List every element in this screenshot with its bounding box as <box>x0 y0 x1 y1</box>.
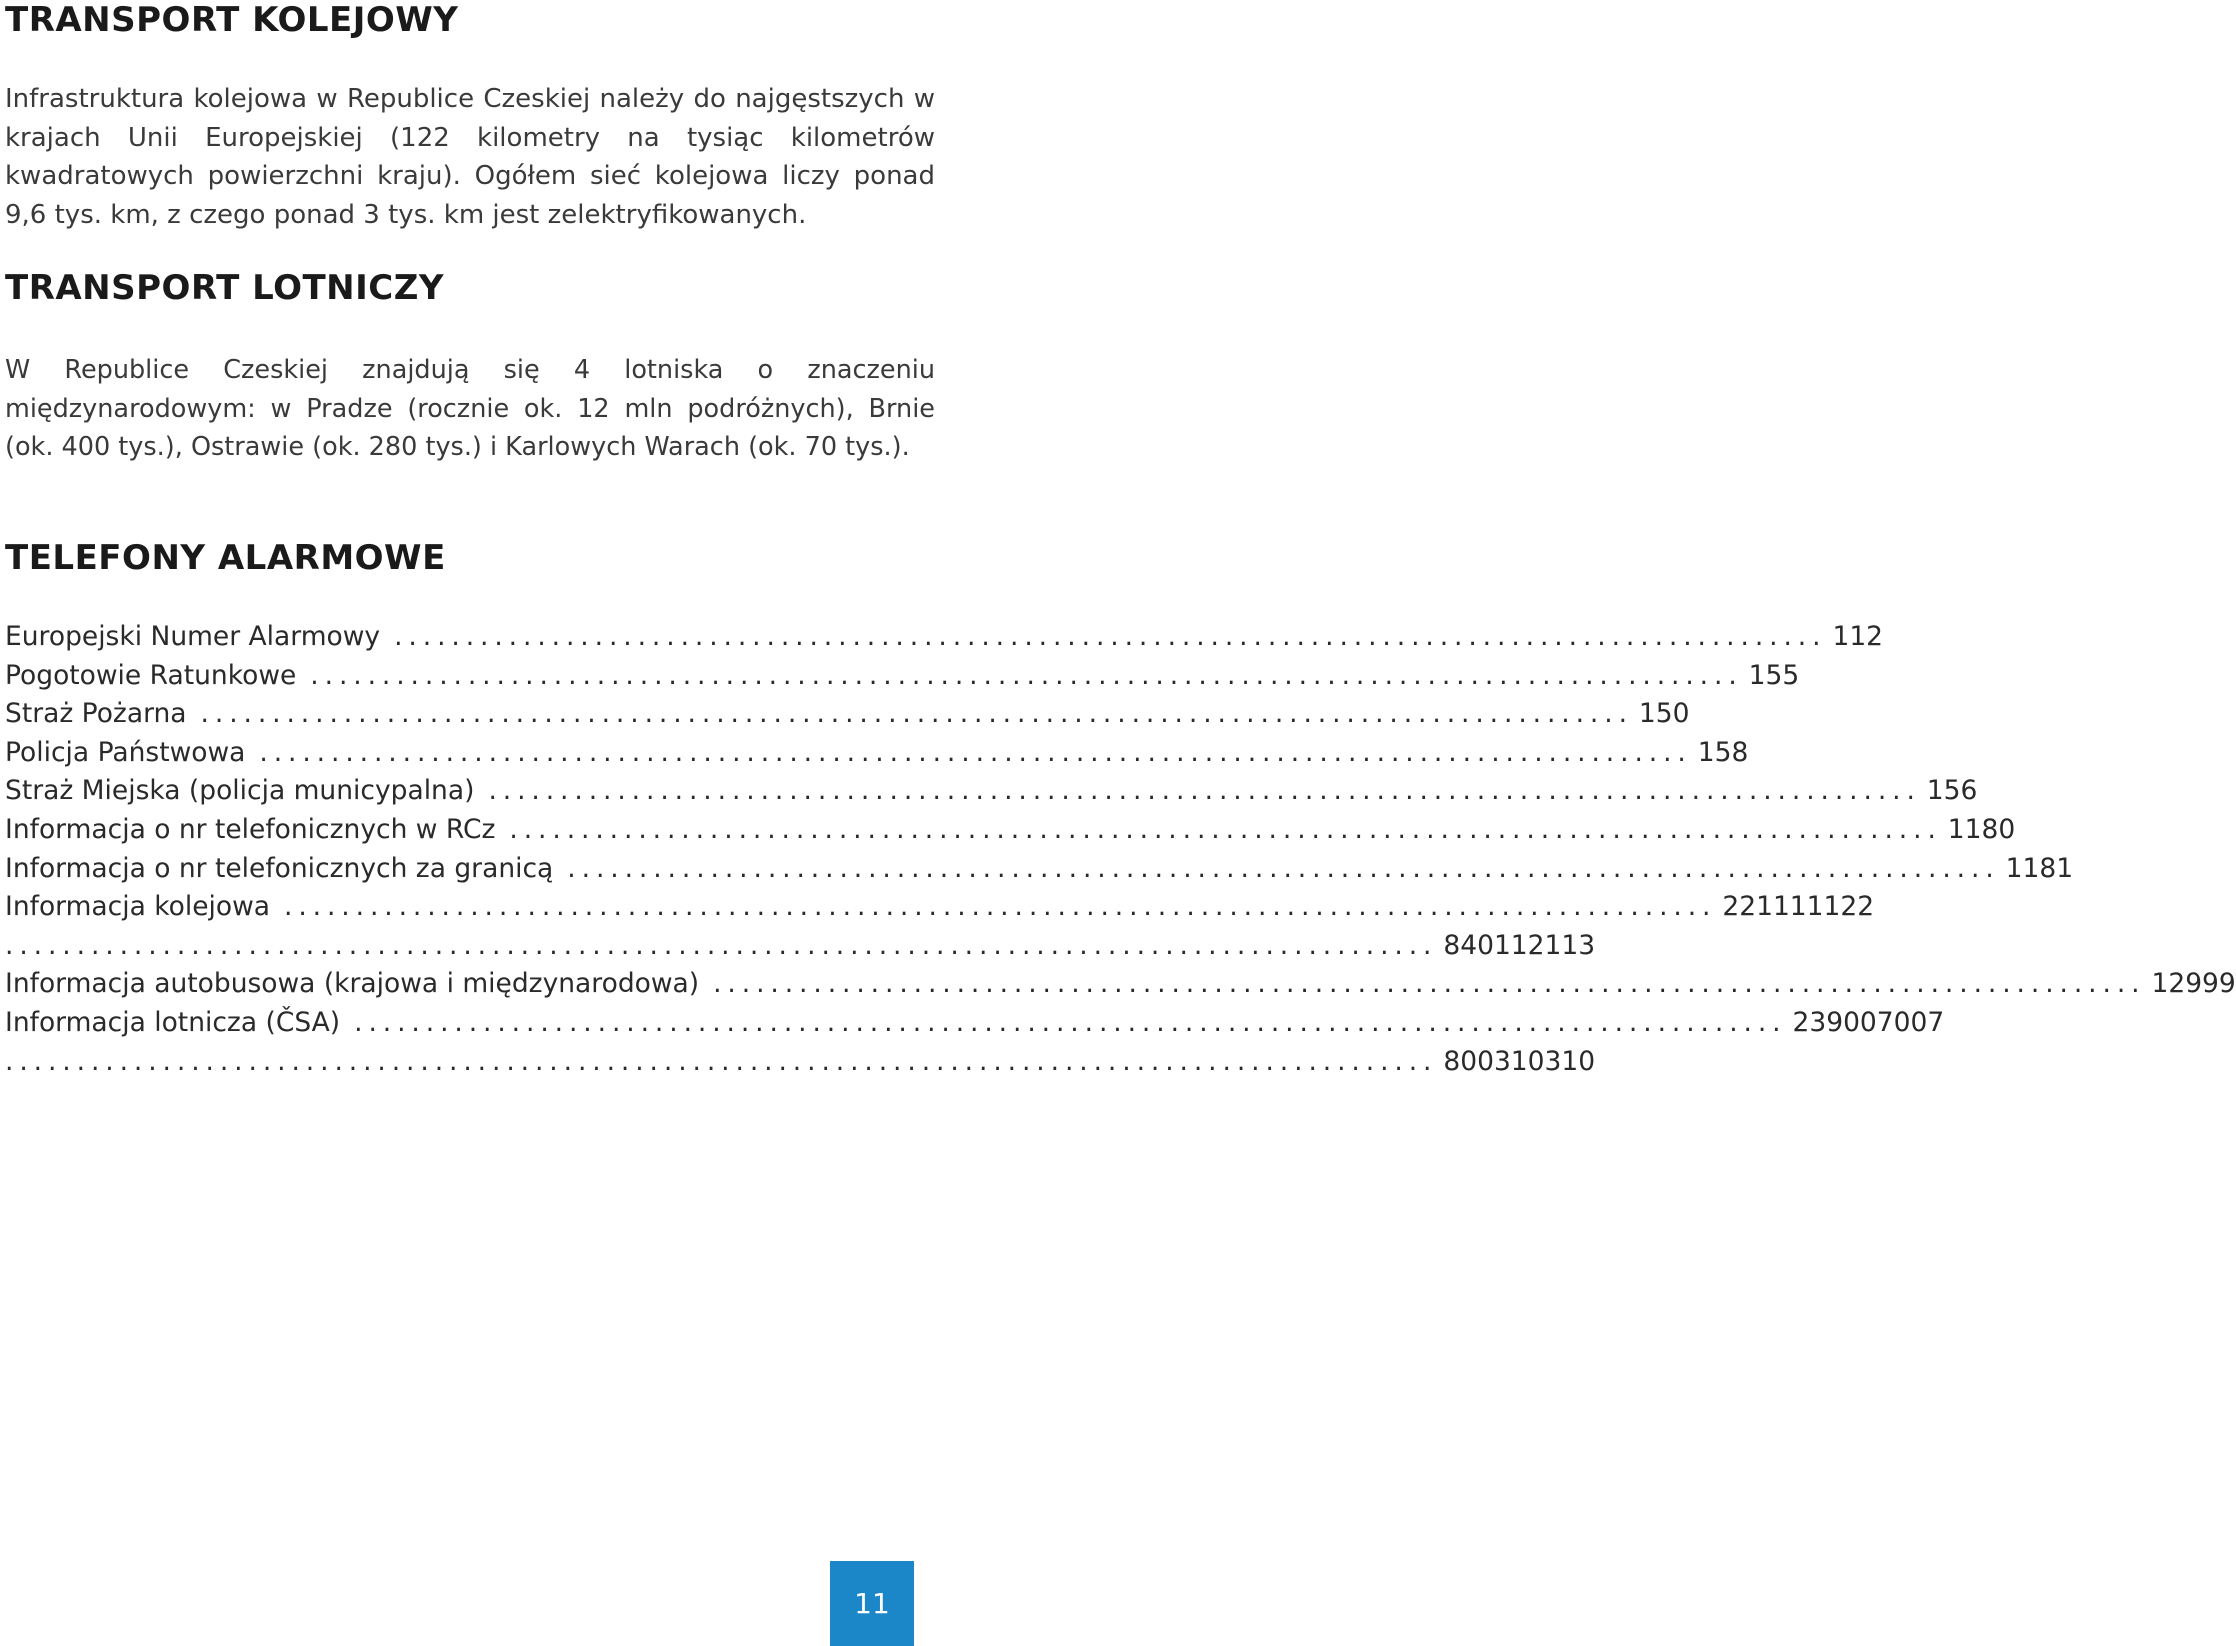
phone-label: Informacja lotnicza (ČSA) <box>5 1006 341 1038</box>
phone-row-continued <box>5 929 1596 969</box>
phone-number: 1181 <box>2005 852 2074 884</box>
leader-dots: .................................................................................................... <box>284 891 1717 923</box>
phone-number: 1180 <box>1947 813 2016 845</box>
section-text-air: W Republice Czeskiej znajdują się 4 lotniska o znaczeniu międzynarodowym: w Pradze (rocznie ok. 12 mln podróżnych), Brnie (ok. 400 tys.), Ostrawie (ok. 280 tys.) i Karlowych Warach (ok. 70 tys.). <box>5 355 935 462</box>
section-text-rail: Infrastruktura kolejowa w Republice Czeskiej należy do najgęstszych w krajach Unii Europejskiej (122 kilometry na tysiąc kilometrów kwadratowych powierzchni kraju). Ogółem sieć kolejowa liczy ponad 9,6 tys. km, z czego ponad 3 tys. km jest zelektryfikowanych. <box>5 84 935 230</box>
phone-label: Pogotowie Ratunkowe <box>5 659 297 691</box>
phone-number: 155 <box>1748 659 1800 691</box>
leader-dots: .................................................................................................... <box>200 698 1633 730</box>
leader-dots: .................................................................................................... <box>713 968 2146 1000</box>
phone-label: Informacja o nr telefonicznych za granicą <box>5 852 554 884</box>
phone-row <box>5 621 1884 660</box>
leader-dots: .................................................................................................... <box>509 813 1942 845</box>
phone-label: Informacja autobusowa (krajowa i międzynarodowa) <box>5 968 700 1000</box>
phone-number: 840112113 <box>1443 929 1596 961</box>
phone-row <box>5 775 1978 814</box>
phone-number: 800310310 <box>1443 1045 1596 1077</box>
leader-dots: .................................................................................................... <box>5 929 1438 961</box>
section-title-air: TRANSPORT LOTNICZY <box>5 268 445 308</box>
leader-dots: .................................................................................................... <box>354 1006 1787 1038</box>
leader-dots: .................................................................................................... <box>259 736 1692 768</box>
phone-row <box>5 968 2236 1007</box>
page-number: 11 <box>854 1587 890 1620</box>
leader-dots: .................................................................................................... <box>567 852 2000 884</box>
leader-dots: .................................................................................................... <box>488 775 1921 807</box>
phone-number: 158 <box>1697 736 1749 768</box>
phone-row <box>5 736 1749 776</box>
phone-number: 150 <box>1638 698 1690 730</box>
page-number-badge <box>830 1561 914 1646</box>
section-title-rail: TRANSPORT KOLEJOWY <box>5 0 459 40</box>
phone-row <box>5 813 2016 853</box>
phone-row-continued <box>5 1045 1596 1085</box>
phone-label: Straż Miejska (policja municypalna) <box>5 775 475 807</box>
phone-label: Policja Państwowa <box>5 736 246 768</box>
phone-label: Informacja kolejowa <box>5 891 270 923</box>
phone-number: 156 <box>1926 775 1978 807</box>
phone-label: Informacja o nr telefonicznych w RCz <box>5 813 496 845</box>
phone-row <box>5 1006 1945 1046</box>
phone-row <box>5 698 1690 737</box>
phone-number: 239007007 <box>1792 1006 1945 1038</box>
section-title-phones: TELEFONY ALARMOWE <box>5 538 446 578</box>
phone-row <box>5 852 2074 892</box>
phone-row <box>5 659 1800 699</box>
emergency-phone-list <box>5 621 2236 1084</box>
phone-label: Europejski Numer Alarmowy <box>5 621 381 652</box>
phone-number: 12999 <box>2151 968 2236 1000</box>
phone-row <box>5 891 1875 930</box>
leader-dots: .................................................................................................... <box>310 659 1743 691</box>
leader-dots: .................................................................................................... <box>394 621 1827 652</box>
phone-number: 221111122 <box>1722 891 1875 923</box>
leader-dots: .................................................................................................... <box>5 1045 1438 1077</box>
phone-label: Straż Pożarna <box>5 698 187 730</box>
phone-number: 112 <box>1832 621 1884 652</box>
